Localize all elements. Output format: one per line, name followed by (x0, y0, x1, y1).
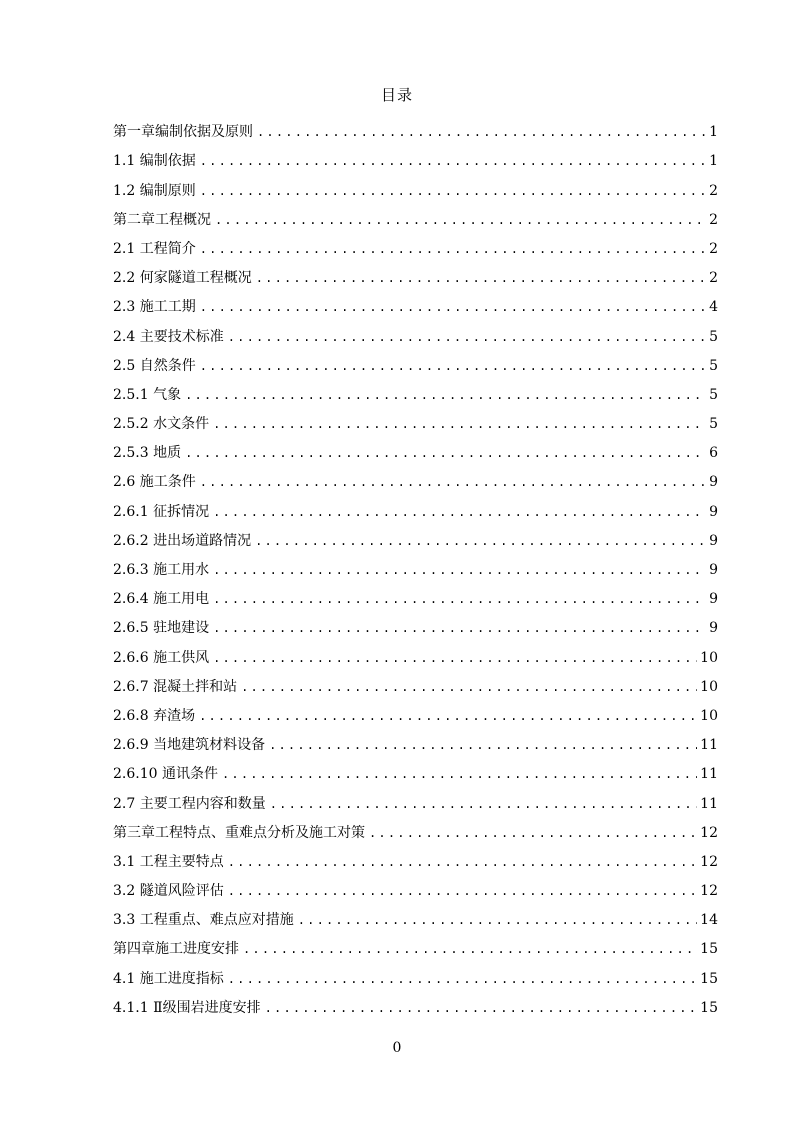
toc-entry-page-number: 1 (709, 124, 718, 141)
toc-dot-leader (213, 504, 706, 521)
toc-entry[interactable] (113, 287, 718, 316)
toc-entry-title: 2.6.2 进出场道路情况 (113, 532, 252, 549)
toc-dot-leader (241, 679, 697, 696)
toc-entry[interactable] (113, 404, 718, 433)
toc-entry-title: 3.3 工程重点、难点应对措施 (113, 912, 294, 929)
toc-entry-title: 第二章工程概况 (113, 211, 211, 228)
toc-entry-title: 2.6.4 施工用电 (113, 591, 210, 608)
toc-entry-page-number: 2 (709, 211, 718, 228)
toc-entry-page-number: 10 (700, 678, 718, 695)
toc-entry[interactable] (113, 608, 718, 637)
toc-entry-title: 2.6.6 施工供风 (113, 649, 210, 666)
toc-dot-leader (265, 1000, 698, 1017)
toc-dot-leader (213, 620, 706, 637)
toc-entry[interactable] (113, 433, 718, 462)
toc-entry-title: 2.4 主要技术标准 (113, 328, 224, 345)
toc-dot-leader (257, 124, 706, 141)
toc-entry[interactable] (113, 491, 718, 520)
toc-entry-title: 2.6.3 施工用水 (113, 562, 210, 578)
toc-entry-title: 2.5.2 水文条件 (113, 416, 210, 433)
toc-entry[interactable] (113, 900, 718, 929)
toc-entry[interactable] (113, 871, 718, 900)
toc-dot-leader (369, 825, 697, 842)
page-number: 0 (392, 1040, 402, 1056)
toc-entry-page-number: 9 (709, 532, 718, 549)
toc-entry[interactable] (113, 988, 718, 1017)
toc-entry-page-number: 9 (709, 620, 718, 637)
toc-dot-leader (243, 941, 697, 958)
toc-entry[interactable] (113, 521, 718, 550)
toc-entry-title: 2.6.9 当地建筑材料设备 (113, 737, 266, 754)
toc-entry-page-number: 14 (700, 912, 718, 929)
toc-dot-leader (213, 591, 706, 608)
toc-entry[interactable] (113, 579, 718, 608)
toc-entry-title: 2.6.8 弃渣场 (113, 707, 196, 724)
toc-entry-page-number: 2 (709, 240, 718, 257)
toc-entry[interactable] (113, 229, 718, 258)
toc-dot-leader (200, 183, 706, 200)
toc-entry-page-number: 15 (700, 970, 718, 987)
toc-dot-leader (228, 329, 706, 346)
toc-dot-leader (213, 416, 706, 433)
toc-dot-leader (185, 387, 706, 404)
toc-entry-title: 2.3 施工工期 (113, 299, 196, 316)
toc-dot-leader (200, 358, 706, 375)
toc-entry-page-number: 6 (709, 445, 718, 462)
toc-entry[interactable] (113, 958, 718, 987)
toc-entry-page-number: 5 (709, 416, 718, 433)
toc-entry-page-number: 9 (709, 591, 718, 608)
toc-entry[interactable] (113, 462, 718, 491)
toc-entry-title: 2.6 施工条件 (113, 474, 196, 491)
toc-dot-leader (255, 533, 706, 550)
toc-entry[interactable] (113, 667, 718, 696)
toc-entry[interactable] (113, 200, 718, 229)
toc-entry-title: 2.5 自然条件 (113, 357, 196, 374)
toc-entry-page-number: 9 (709, 503, 718, 520)
toc-entry-title: 3.1 工程主要特点 (113, 853, 224, 870)
toc-entry-page-number: 12 (700, 853, 718, 870)
toc-entry-title: 第四章施工进度安排 (113, 941, 239, 958)
toc-entry-title: 4.1 施工进度指标 (113, 970, 224, 987)
toc-entry[interactable] (113, 375, 718, 404)
toc-entry-title: 2.5.3 地质 (113, 445, 182, 462)
toc-entry[interactable] (113, 842, 718, 871)
table-of-contents (113, 112, 718, 1017)
toc-dot-leader (215, 212, 706, 229)
toc-entry-page-number: 15 (700, 941, 718, 958)
toc-entry[interactable] (113, 346, 718, 375)
toc-entry[interactable] (113, 316, 718, 345)
toc-dot-leader (185, 445, 706, 462)
toc-entry-title: 3.2 隧道风险评估 (113, 883, 224, 900)
toc-entry-title: 2.6.10 通讯条件 (113, 766, 218, 783)
toc-entry[interactable] (113, 929, 718, 958)
toc-entry[interactable] (113, 696, 718, 725)
toc-entry-page-number: 5 (709, 328, 718, 345)
toc-title: 目录 (380, 86, 413, 104)
toc-dot-leader (228, 971, 697, 988)
toc-dot-leader (200, 153, 706, 170)
toc-entry-page-number: 15 (700, 999, 718, 1016)
toc-dot-leader (228, 854, 697, 871)
toc-entry-title: 2.6.7 混凝土拌和站 (113, 678, 238, 695)
toc-entry-title: 2.7 主要工程内容和数量 (113, 795, 266, 812)
toc-entry-title: 第一章编制依据及原则 (113, 124, 253, 141)
toc-dot-leader (270, 796, 697, 813)
toc-entry-title: 4.1.1 Ⅱ级围岩进度安排 (113, 999, 261, 1016)
toc-dot-leader (200, 474, 706, 491)
toc-dot-leader (228, 883, 697, 900)
toc-entry-page-number: 2 (709, 182, 718, 199)
toc-dot-leader (298, 912, 697, 929)
toc-entry[interactable] (113, 258, 718, 287)
toc-entry-page-number: 11 (700, 766, 718, 783)
toc-entry-title: 2.6.5 驻地建设 (113, 620, 210, 637)
toc-entry[interactable] (113, 754, 718, 783)
toc-entry[interactable] (113, 813, 718, 842)
toc-entry-title: 1.2 编制原则 (113, 182, 196, 199)
toc-entry-title: 2.2 何家隧道工程概况 (113, 270, 252, 287)
toc-entry[interactable] (113, 637, 718, 666)
toc-entry-page-number: 5 (709, 357, 718, 374)
toc-dot-leader (269, 737, 697, 754)
toc-entry-page-number: 11 (700, 737, 718, 754)
toc-dot-leader (213, 650, 697, 667)
toc-entry-title: 2.1 工程简介 (113, 240, 196, 257)
toc-entry-page-number: 9 (709, 474, 718, 491)
toc-entry-page-number: 9 (709, 562, 718, 578)
toc-entry-page-number: 10 (700, 649, 718, 666)
toc-entry-page-number: 5 (709, 386, 718, 403)
toc-entry[interactable] (113, 170, 718, 199)
toc-entry-page-number: 4 (709, 299, 718, 316)
toc-dot-leader (213, 562, 706, 579)
toc-entry[interactable] (113, 112, 718, 141)
toc-dot-leader (200, 241, 706, 258)
toc-entry-page-number: 1 (709, 153, 718, 170)
toc-entry-page-number: 2 (709, 270, 718, 287)
toc-entry-title: 2.6.1 征拆情况 (113, 503, 210, 520)
toc-entry-title: 第三章工程特点、重难点分析及施工对策 (113, 824, 365, 841)
toc-entry-page-number: 12 (700, 883, 718, 900)
toc-dot-leader (200, 299, 706, 316)
toc-entry-title: 1.1 编制依据 (113, 153, 196, 170)
toc-entry[interactable] (113, 725, 718, 754)
toc-entry-page-number: 11 (700, 795, 718, 812)
toc-dot-leader (256, 270, 706, 287)
toc-entry[interactable] (113, 550, 718, 579)
toc-entry-page-number: 12 (700, 824, 718, 841)
toc-entry-page-number: 10 (700, 707, 718, 724)
toc-entry[interactable] (113, 141, 718, 170)
toc-entry-title: 2.5.1 气象 (113, 386, 182, 403)
toc-entry[interactable] (113, 783, 718, 812)
toc-dot-leader (199, 708, 697, 725)
toc-dot-leader (222, 766, 697, 783)
